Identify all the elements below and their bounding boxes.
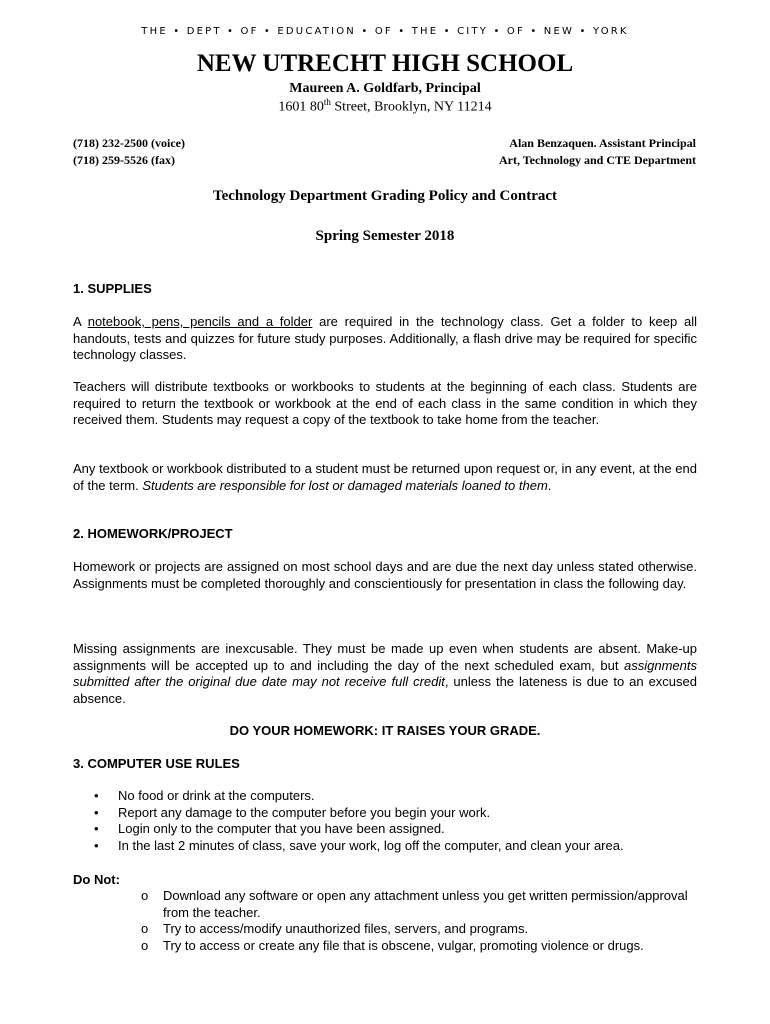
homework-paragraph-1: Homework or projects are assigned on most school days and are due the next day unless stated otherwise. Assignments must be completed thoroughly and conscientiously for presentation in class the following day. <box>73 559 697 591</box>
supplies-p3-start: Any textbook or workbook distributed to a student must be returned upon request or, in any event, at the end of the term. <box>73 461 697 493</box>
homework-p2-italic: assignments submitted after the original due date may not receive full credit <box>73 657 697 689</box>
school-name: NEW UTRECHT HIGH SCHOOL <box>196 50 574 77</box>
supplies-p3-end: . <box>547 477 552 493</box>
homework-heading: 2. HOMEWORK/PROJECT <box>73 526 233 541</box>
bullet-icon: • <box>94 837 99 853</box>
rule-text: Report any damage to the computer before you begin your work. <box>118 804 491 820</box>
list-item <box>92 821 624 838</box>
address-number: 1601 80 <box>278 99 324 115</box>
homework-slogan: DO YOUR HOMEWORK: IT RAISES YOUR GRADE. <box>229 723 541 738</box>
phone-fax: (718) 259-5526 (fax) <box>73 153 175 167</box>
school-address <box>0 97 770 116</box>
supplies-paragraph-1 <box>73 314 697 364</box>
do-not-list <box>141 888 701 954</box>
supplies-p1-end: are required in the technology class. Get a folder to keep all handouts, tests and quizzes for future study purposes. Additionally, a flash drive may be required for specific technology classes. <box>73 314 697 362</box>
department-name: Art, Technology and CTE Department <box>498 153 696 167</box>
supplies-paragraph-2: Teachers will distribute textbooks or workbooks to students at the beginning of each class. Students are required to return the textbook or workbook at the end of each class in the same condition in which they received them. Students may request a copy of the textbook to take home from the teacher. <box>73 379 697 427</box>
list-item <box>92 788 624 805</box>
homework-paragraph-2 <box>73 641 697 707</box>
supplies-p1-start: A <box>73 314 88 329</box>
rule-text: In the last 2 minutes of class, save your work, log off the computer, and clean your area. <box>118 837 624 853</box>
bullet-icon: • <box>94 788 99 803</box>
computer-rules-heading: 3. COMPUTER USE RULES <box>73 756 240 771</box>
circle-bullet-icon: o <box>141 888 149 903</box>
circle-bullet-icon: o <box>141 937 149 953</box>
address-street: Street, Brooklyn, NY 11214 <box>330 99 492 115</box>
supplies-p3-italic: Students are responsible for lost or damaged materials loaned to them <box>142 477 548 493</box>
principal-line: Maureen A. Goldfarb, Principal <box>289 81 481 96</box>
phone-voice: (718) 232-2500 (voice) <box>73 136 185 150</box>
supplies-heading: 1. SUPPLIES <box>73 281 152 296</box>
bullet-icon: • <box>94 804 99 820</box>
list-item <box>92 805 624 822</box>
supplies-p1-underlined: notebook, pens, pencils and a folder <box>87 314 313 329</box>
circle-bullet-icon: o <box>141 921 149 936</box>
do-not-text: Try to access or create any file that is obscene, vulgar, promoting violence or drugs. <box>163 937 644 953</box>
rule-text: No food or drink at the computers. <box>118 788 315 803</box>
department-line: THE • DEPT • OF • EDUCATION • OF • THE • CITY • OF • NEW • YORK <box>141 26 629 37</box>
do-not-text: Download any software or open any attachment unless you get written permission/approval from the teacher. <box>163 888 688 920</box>
list-item <box>141 921 701 938</box>
computer-rules-list <box>92 788 624 854</box>
do-not-label: Do Not: <box>73 872 120 887</box>
assistant-principal: Alan Benzaquen. Assistant Principal <box>509 136 696 150</box>
homework-p2-end: , unless the lateness is due to an excused absence. <box>73 674 697 706</box>
list-item <box>141 938 701 955</box>
rule-text: Login only to the computer that you have been assigned. <box>118 821 445 836</box>
do-not-text: Try to access/modify unauthorized files, servers, and programs. <box>163 921 529 936</box>
bullet-icon: • <box>94 821 99 836</box>
document-title: Technology Department Grading Policy and Contract <box>212 188 558 204</box>
homework-p2-start: Missing assignments are inexcusable. They must be made up even when students are absent. Make-up assignments will be accepted up to and including the day of the next scheduled exam, but <box>73 641 697 673</box>
contact-assistant <box>499 135 696 169</box>
list-item <box>92 838 624 855</box>
address-suffix: th <box>323 97 331 107</box>
supplies-paragraph-3 <box>73 461 697 494</box>
contact-phones <box>73 135 185 169</box>
semester-title: Spring Semester 2018 <box>315 228 455 244</box>
list-item <box>141 888 701 921</box>
